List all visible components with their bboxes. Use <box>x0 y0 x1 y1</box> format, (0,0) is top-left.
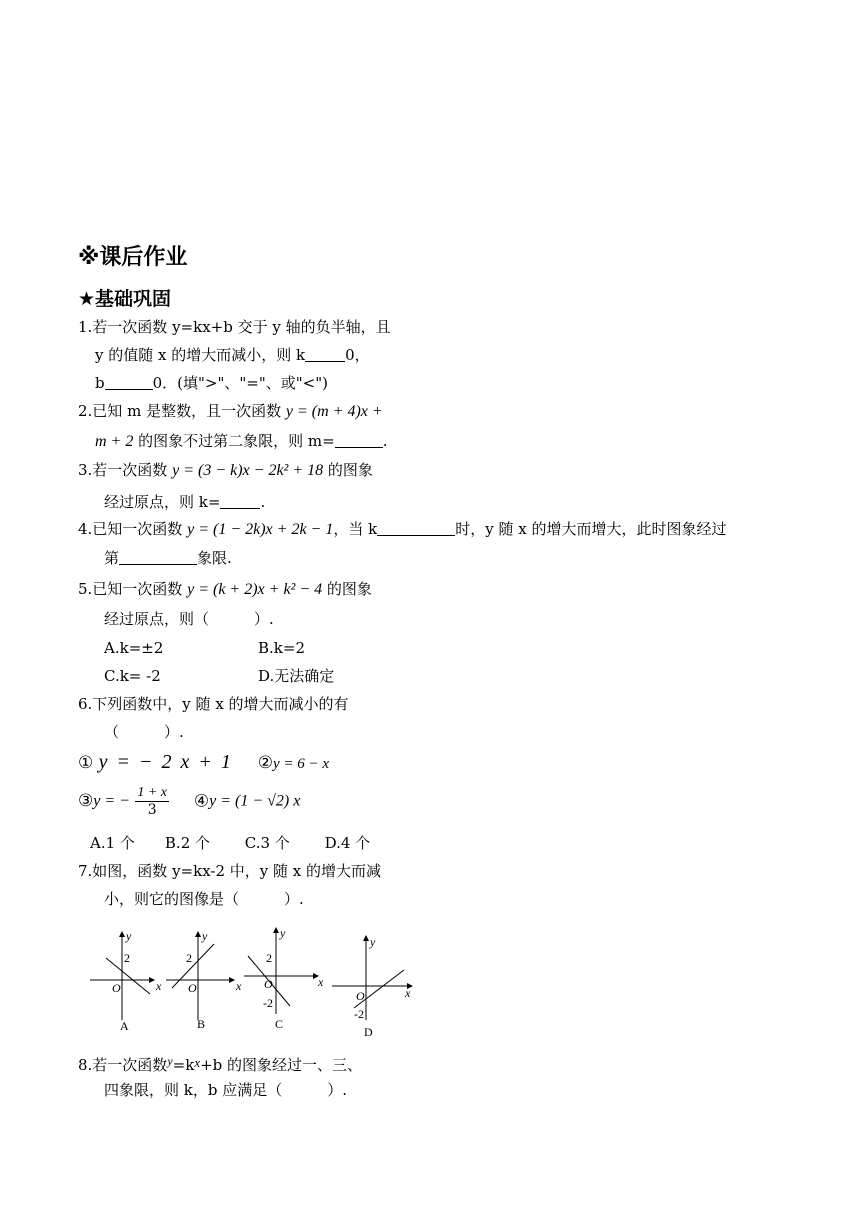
q8-var-y: y <box>167 1054 173 1068</box>
q8-text: 8.若一次函数 <box>78 1056 168 1074</box>
q5-line2: 经过原点，则（ ）. <box>104 610 274 628</box>
q2-text: 的图象不过第二象限，则 m= <box>138 432 335 450</box>
q4-formula: y = (1 − 2k)x + 2k − 1 <box>187 521 334 538</box>
q5-line1 <box>78 579 372 600</box>
q6-formula-2: y = 6 − x <box>272 756 330 772</box>
graph-c-tick: 2 <box>266 951 272 965</box>
q1-text: 0， <box>345 346 370 364</box>
graph-d[interactable] <box>332 935 412 1039</box>
graph-c-x-label: x <box>318 975 324 989</box>
graph-a-tick: 2 <box>124 951 130 965</box>
q1-text: y 的值随 x 的增大而减小，则 k <box>95 346 306 364</box>
q8-var-x: x <box>194 1055 201 1070</box>
q2-line2 <box>95 431 387 452</box>
q6-label-1: ① <box>78 753 94 773</box>
graph-c-tick-2: -2 <box>263 996 273 1010</box>
graph-a-origin: O <box>112 981 121 995</box>
graph-a-x-label: x <box>156 979 162 993</box>
q3-text: . <box>260 493 266 511</box>
graph-b-y-label: y <box>202 929 208 943</box>
section-heading: ※课后作业 <box>78 245 188 270</box>
q5-option-c[interactable]: C.k= -2 <box>104 667 161 685</box>
subsection-heading: ★基础巩固 <box>78 288 172 310</box>
graph-d-x-label: x <box>405 986 411 1000</box>
q4-text: 时，y 随 x 的增大而增大，此时图象经过 <box>455 520 727 538</box>
q2-line1 <box>78 401 383 422</box>
graph-d-y-label: y <box>370 935 376 949</box>
q3-formula: y = (3 − k)x − 2k² + 18 <box>172 462 324 479</box>
q6-line1: 6.下列函数中，y 随 x 的增大而减小的有 <box>78 695 349 713</box>
q4-line2 <box>104 548 232 568</box>
graph-b-x-label: x <box>236 979 242 993</box>
q6-formula-1: y = − 2 x + 1 <box>98 751 233 773</box>
q5-text: 的图象 <box>326 580 372 598</box>
q1-blank-b[interactable] <box>105 375 153 390</box>
graph-d-tick: -2 <box>354 1007 364 1021</box>
q4-blank-k[interactable] <box>377 521 455 536</box>
q5-option-d[interactable]: D.无法确定 <box>258 667 335 685</box>
graph-c-origin: O <box>264 977 273 991</box>
q3-line2 <box>104 492 265 512</box>
q2-formula: y = (m + 4)x + <box>285 403 383 420</box>
q1-blank-k[interactable] <box>305 347 345 362</box>
q8-line1 <box>78 1051 362 1075</box>
graph-b-caption: B <box>197 1017 206 1031</box>
q6-options[interactable]: A.1 个 B.2 个 C.3 个 D.4 个 <box>90 834 371 852</box>
q8-text: =k <box>172 1056 195 1074</box>
q6-line2: （ ）. <box>104 723 184 741</box>
q4-line1 <box>78 519 726 540</box>
q1-text: 0．(填">"、"="、或"<") <box>152 374 328 392</box>
q6-fraction-numerator: 1 + x <box>137 785 168 800</box>
q1-line1: 1.若一次函数 y=kx+b 交于 y 轴的负半轴，且 <box>78 318 391 336</box>
q6-fraction-denominator: 3 <box>147 802 157 818</box>
q8-line2: 四象限，则 k，b 应满足（ ）. <box>104 1081 347 1099</box>
q6-formula-row-1 <box>78 751 329 774</box>
q1-text: b <box>95 374 105 392</box>
q4-text: 象限. <box>197 549 232 567</box>
q2-blank-m[interactable] <box>335 433 383 448</box>
q4-text: 4.已知一次函数 <box>78 520 183 538</box>
q4-text: 第 <box>104 549 120 567</box>
q3-text: 的图象 <box>327 461 373 479</box>
q7-graphs <box>80 920 440 1045</box>
q7-line2: 小，则它的图像是（ ）. <box>104 890 304 908</box>
q5-formula: y = (k + 2)x + k² − 4 <box>187 581 323 598</box>
q6-label-4: ④ <box>193 791 210 812</box>
graph-a[interactable] <box>90 929 162 1033</box>
q6-label-2: ② <box>257 753 273 773</box>
graph-b-origin: O <box>188 981 197 995</box>
q2-formula-2: m + 2 <box>95 433 134 450</box>
q6-formula-3: y = − <box>93 792 130 810</box>
graph-a-y-label: y <box>126 929 132 943</box>
q6-label-3: ③ <box>78 791 94 811</box>
graph-d-caption: D <box>364 1025 373 1039</box>
q4-text: ，当 k <box>333 520 378 538</box>
q6-fraction <box>135 785 169 818</box>
q3-line1 <box>78 460 373 481</box>
q6-formula-row-2 <box>78 785 300 818</box>
q3-text: 经过原点，则 k= <box>104 493 221 511</box>
q3-text: 3.若一次函数 <box>78 461 168 479</box>
graph-a-caption: A <box>120 1019 129 1033</box>
graph-d-origin: O <box>356 989 365 1003</box>
q5-option-b[interactable]: B.k=2 <box>258 639 305 657</box>
graph-b[interactable] <box>166 929 242 1031</box>
q5-text: 5.已知一次函数 <box>78 580 183 598</box>
q6-formula-4: y = (1 − √2) x <box>209 792 301 810</box>
q2-text: 2.已知 m 是整数，且一次函数 <box>78 402 282 420</box>
q8-text: +b 的图象经过一、三、 <box>200 1056 363 1074</box>
q5-option-a[interactable]: A.k=±2 <box>104 639 164 657</box>
q3-blank-k[interactable] <box>220 494 260 509</box>
graph-c-y-label: y <box>280 926 286 940</box>
graph-c[interactable] <box>244 926 324 1031</box>
q7-line1: 7.如图，函数 y=kx-2 中，y 随 x 的增大而减 <box>78 862 382 880</box>
graph-b-tick: 2 <box>186 951 192 965</box>
q1-line3 <box>95 373 328 393</box>
q2-text: . <box>382 432 388 450</box>
graph-c-caption: C <box>275 1017 284 1031</box>
q4-blank-quadrant[interactable] <box>119 550 197 565</box>
q1-line2 <box>95 345 370 365</box>
